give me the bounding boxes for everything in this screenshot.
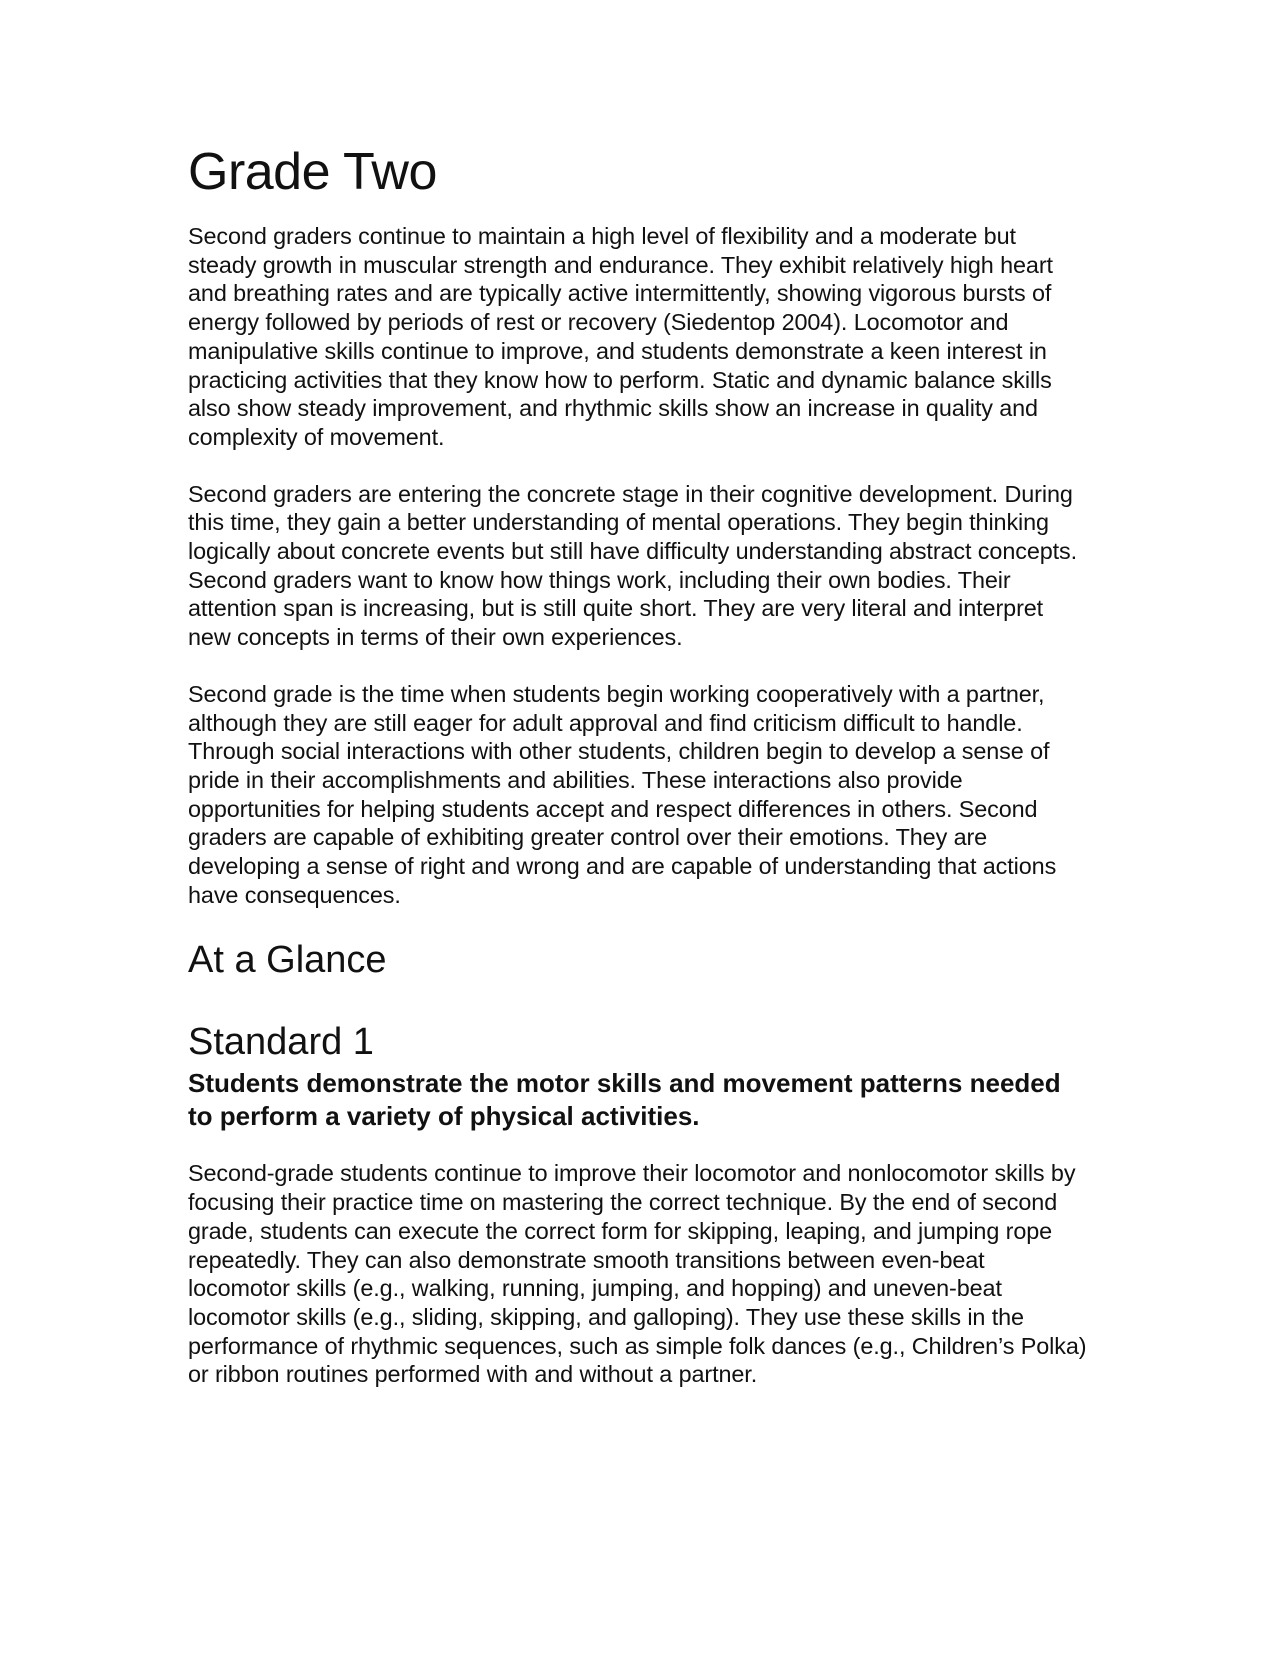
standard-statement: Students demonstrate the motor skills and movement patterns needed to perform a variety of physical activities. xyxy=(188,1068,1061,1132)
intro-paragraph-physical: Second graders continue to maintain a high level of flexibility and a moderate but steady growth in muscular strength and endurance. They exhibit relatively high heart and breathing rates and are typically active intermittently, showing vigorous bursts of energy followed by periods of rest or recovery (Siedentop 2004). Locomotor and manipulative skills continue to improve, and students demonstrate a keen interest in practicing activities that they know how to perform. Static and dynamic balance skills also show steady improvement, and rhythmic skills show an increase in quality and complexity of movement. xyxy=(188,223,1053,450)
document-page xyxy=(188,140,1088,1417)
section-heading-at-a-glance: At a Glance xyxy=(188,939,387,982)
standard-title: Standard 1 xyxy=(188,1021,374,1064)
standard-paragraph: Second-grade students continue to improve their locomotor and nonlocomotor skills by focusing their practice time on mastering the correct technique. By the end of second grade, students can execute the correct form for skipping, leaping, and jumping rope repeatedly. They can also demonstrate smooth transitions between even-beat locomotor skills (e.g., walking, running, jumping, and hopping) and uneven-beat locomotor skills (e.g., sliding, skipping, and galloping). They use these skills in the performance of rhythmic sequences, such as simple folk dances (e.g., Children’s Polka) or ribbon routines performed with and without a partner. xyxy=(188,1160,1087,1388)
page-title: Grade Two xyxy=(188,143,437,201)
intro-paragraph-cognitive: Second graders are entering the concrete stage in their cognitive development. During this time, they gain a better understanding of mental operations. They begin thinking logically about concrete events but still have difficulty understanding abstract concepts. Second graders want to know how things work, including their own bodies. Their attention span is increasing, but is still quite short. They are very literal and interpret new concepts in terms of their own experiences. xyxy=(188,480,1078,651)
intro-paragraph-social: Second grade is the time when students begin working cooperatively with a partner, although they are still eager for adult approval and find criticism difficult to handle. Through social interactions with other students, children begin to develop a sense of pride in their accomplishments and abilities. These interactions also provide opportunities for helping students accept and respect differences in others. Second graders are capable of exhibiting greater control over their emotions. They are developing a sense of right and wrong and are capable of understanding that actions have consequences. xyxy=(188,680,1057,908)
